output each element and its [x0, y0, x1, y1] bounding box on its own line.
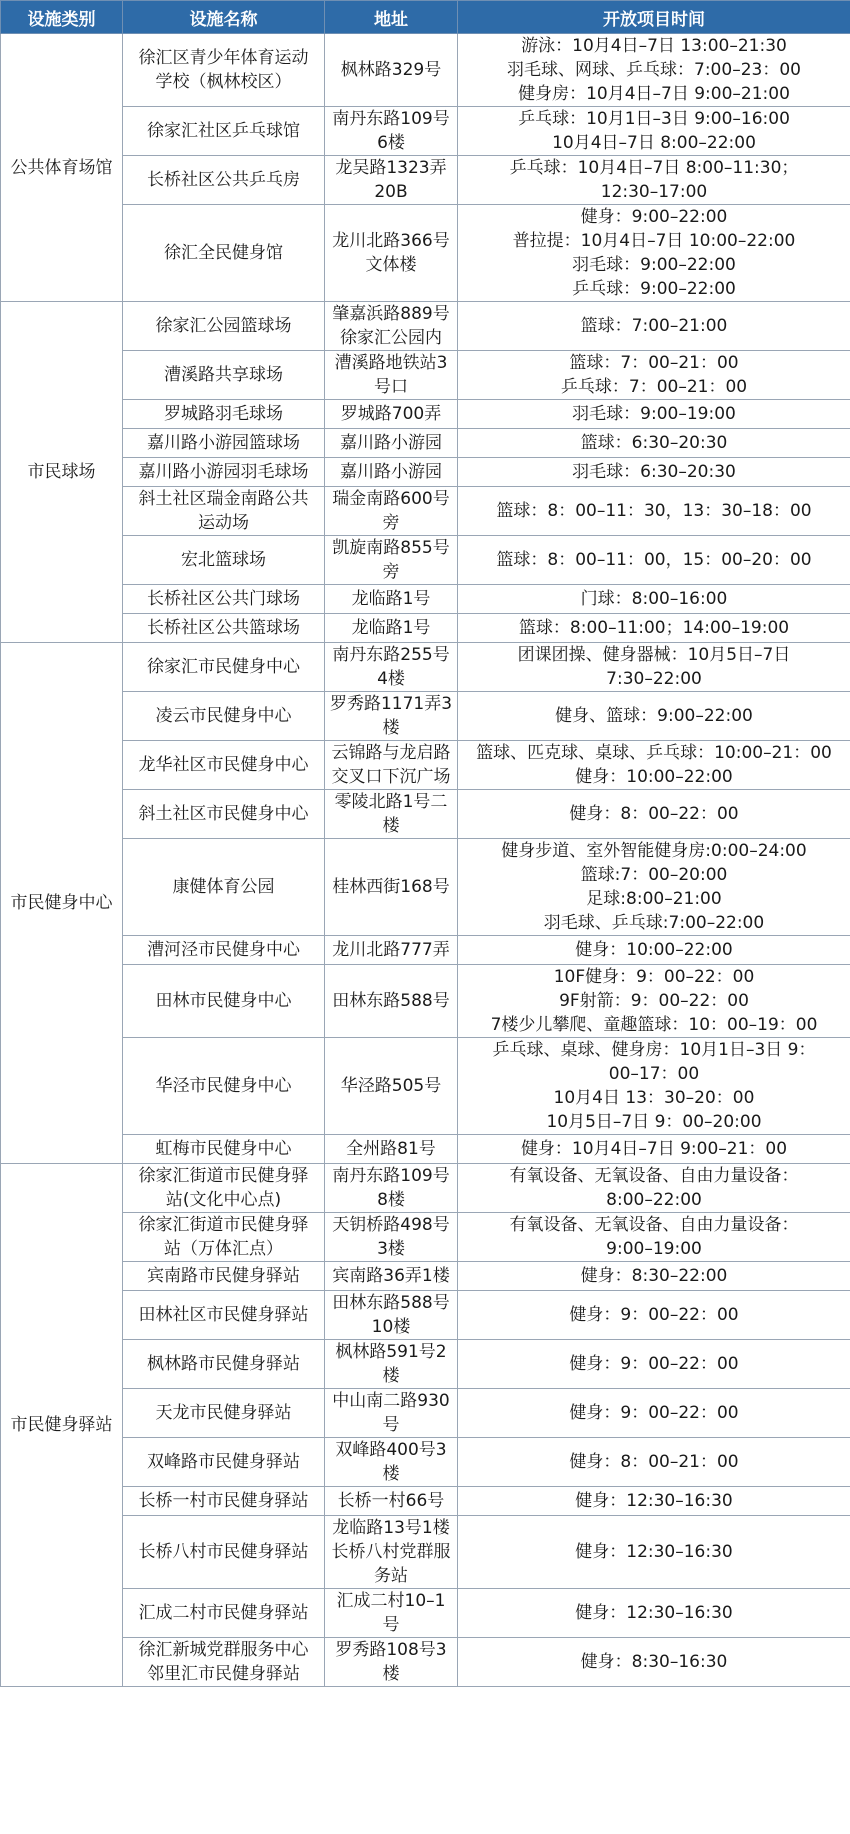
address-cell: 嘉川路小游园 [325, 458, 458, 487]
table-row [1, 1516, 850, 1589]
header-category: 设施类别 [1, 1, 123, 34]
facility-name-cell: 徐汇区青少年体育运动 学校（枫林校区） [123, 34, 325, 107]
facility-name-cell: 嘉川路小游园羽毛球场 [123, 458, 325, 487]
table-row [1, 965, 850, 1038]
address-cell: 汇成二村10–1号 [325, 1589, 458, 1638]
category-cell: 公共体育场馆 [1, 34, 123, 302]
header-address: 地址 [325, 1, 458, 34]
hours-cell: 门球：8:00–16:00 [458, 585, 850, 614]
facility-name-cell: 田林市民健身中心 [123, 965, 325, 1038]
facility-name-cell: 宏北篮球场 [123, 536, 325, 585]
table-row [1, 585, 850, 614]
facility-name-cell: 长桥社区公共乒乓房 [123, 156, 325, 205]
category-cell: 市民球场 [1, 302, 123, 643]
facility-name-cell: 华泾市民健身中心 [123, 1038, 325, 1135]
hours-cell: 健身：8:30–22:00 [458, 1262, 850, 1291]
address-cell: 天钥桥路498号 3楼 [325, 1213, 458, 1262]
address-cell: 枫林路591号2 楼 [325, 1340, 458, 1389]
address-cell: 凯旋南路855号 旁 [325, 536, 458, 585]
address-cell: 罗秀路108号3 楼 [325, 1638, 458, 1687]
category-cell: 市民健身驿站 [1, 1164, 123, 1687]
hours-cell: 健身：12:30–16:30 [458, 1589, 850, 1638]
facility-name-cell: 斜土社区市民健身中心 [123, 790, 325, 839]
address-cell: 南丹东路255号 4楼 [325, 643, 458, 692]
hours-cell: 篮球、匹克球、桌球、乒乓球：10:00–21：00 健身：10:00–22:00 [458, 741, 850, 790]
table-row [1, 741, 850, 790]
address-cell: 田林东路588号 10楼 [325, 1291, 458, 1340]
table-row [1, 1291, 850, 1340]
table-row [1, 1038, 850, 1135]
facility-name-cell: 双峰路市民健身驿站 [123, 1438, 325, 1487]
facility-name-cell: 康健体育公园 [123, 839, 325, 936]
facility-name-cell: 长桥八村市民健身驿站 [123, 1516, 325, 1589]
table-row [1, 351, 850, 400]
table-row [1, 1389, 850, 1438]
facility-name-cell: 罗城路羽毛球场 [123, 400, 325, 429]
hours-cell: 健身：9：00–22：00 [458, 1291, 850, 1340]
facility-name-cell: 徐汇新城党群服务中心 邻里汇市民健身驿站 [123, 1638, 325, 1687]
address-cell: 长桥一村66号 [325, 1487, 458, 1516]
hours-cell: 健身：9：00–22：00 [458, 1340, 850, 1389]
facility-name-cell: 徐家汇公园篮球场 [123, 302, 325, 351]
facility-name-cell: 凌云市民健身中心 [123, 692, 325, 741]
address-cell: 宾南路36弄1楼 [325, 1262, 458, 1291]
hours-cell: 篮球：7：00–21：00 乒乓球：7：00–21：00 [458, 351, 850, 400]
address-cell: 枫林路329号 [325, 34, 458, 107]
hours-cell: 健身、篮球：9:00–22:00 [458, 692, 850, 741]
table-row [1, 156, 850, 205]
header-row [1, 1, 850, 34]
table-row [1, 1589, 850, 1638]
table-row [1, 936, 850, 965]
hours-cell: 篮球：8：00–11：00，15：00–20：00 [458, 536, 850, 585]
address-cell: 中山南二路930 号 [325, 1389, 458, 1438]
hours-cell: 篮球：8:00–11:00；14:00–19:00 [458, 614, 850, 643]
table-row [1, 839, 850, 936]
hours-cell: 健身：10:00–22:00 [458, 936, 850, 965]
category-cell: 市民健身中心 [1, 643, 123, 1164]
table-row [1, 34, 850, 107]
hours-cell: 有氧设备、无氧设备、自由力量设备： 9:00–19:00 [458, 1213, 850, 1262]
hours-cell: 有氧设备、无氧设备、自由力量设备： 8:00–22:00 [458, 1164, 850, 1213]
facility-name-cell: 徐汇全民健身馆 [123, 205, 325, 302]
hours-cell: 游泳：10月4日–7日 13:00–21:30 羽毛球、网球、乒乓球：7:00–23：00 健身房：10月4日–7日 9:00–21:00 [458, 34, 850, 107]
facility-name-cell: 徐家汇街道市民健身驿 站（万体汇点） [123, 1213, 325, 1262]
hours-cell: 乒乓球：10月1日–3日 9:00–16:00 10月4日–7日 8:00–22:00 [458, 107, 850, 156]
table-row [1, 107, 850, 156]
hours-cell: 篮球：7:00–21:00 [458, 302, 850, 351]
hours-cell: 团课团操、健身器械：10月5日–7日 7:30–22:00 [458, 643, 850, 692]
facility-name-cell: 长桥社区公共篮球场 [123, 614, 325, 643]
hours-cell: 健身：8：00–22：00 [458, 790, 850, 839]
hours-cell: 健身：9:00–22:00 普拉提：10月4日–7日 10:00–22:00 羽毛球：9:00–22:00 乒乓球：9:00–22:00 [458, 205, 850, 302]
hours-cell: 篮球：8：00–11：30，13：30–18：00 [458, 487, 850, 536]
hours-cell: 羽毛球：6:30–20:30 [458, 458, 850, 487]
hours-cell: 健身：9：00–22：00 [458, 1389, 850, 1438]
hours-cell: 羽毛球：9:00–19:00 [458, 400, 850, 429]
address-cell: 零陵北路1号二 楼 [325, 790, 458, 839]
table-row [1, 205, 850, 302]
address-cell: 华泾路505号 [325, 1038, 458, 1135]
facility-name-cell: 汇成二村市民健身驿站 [123, 1589, 325, 1638]
hours-cell: 篮球：6:30–20:30 [458, 429, 850, 458]
table-row [1, 692, 850, 741]
address-cell: 嘉川路小游园 [325, 429, 458, 458]
table-row [1, 536, 850, 585]
table-row [1, 458, 850, 487]
facility-name-cell: 徐家汇街道市民健身驿 站(文化中心点) [123, 1164, 325, 1213]
facility-name-cell: 漕溪路共享球场 [123, 351, 325, 400]
hours-cell: 10F健身：9：00–22：00 9F射箭：9：00–22：00 7楼少儿攀爬、童趣篮球：10：00–19：00 [458, 965, 850, 1038]
hours-cell: 健身：12:30–16:30 [458, 1487, 850, 1516]
hours-cell: 健身：10月4日–7日 9:00–21：00 [458, 1135, 850, 1164]
facility-name-cell: 徐家汇市民健身中心 [123, 643, 325, 692]
table-row [1, 1164, 850, 1213]
table-row [1, 1135, 850, 1164]
table-row [1, 790, 850, 839]
facility-name-cell: 徐家汇社区乒乓球馆 [123, 107, 325, 156]
address-cell: 龙临路1号 [325, 614, 458, 643]
facility-name-cell: 宾南路市民健身驿站 [123, 1262, 325, 1291]
address-cell: 全州路81号 [325, 1135, 458, 1164]
table-row [1, 1438, 850, 1487]
table-row [1, 400, 850, 429]
header-hours: 开放项目时间 [458, 1, 850, 34]
table-row [1, 643, 850, 692]
facility-name-cell: 田林社区市民健身驿站 [123, 1291, 325, 1340]
table-row [1, 487, 850, 536]
address-cell: 龙临路13号1楼 长桥八村党群服 务站 [325, 1516, 458, 1589]
address-cell: 龙川北路777弄 [325, 936, 458, 965]
facility-name-cell: 嘉川路小游园篮球场 [123, 429, 325, 458]
hours-cell: 健身：12:30–16:30 [458, 1516, 850, 1589]
hours-cell: 乒乓球、桌球、健身房：10月1日–3日 9： 00–17：00 10月4日 13：30–20：00 10月5日–7日 9：00–20:00 [458, 1038, 850, 1135]
address-cell: 田林东路588号 [325, 965, 458, 1038]
address-cell: 罗秀路1171弄3 楼 [325, 692, 458, 741]
address-cell: 南丹东路109号 8楼 [325, 1164, 458, 1213]
facility-name-cell: 天龙市民健身驿站 [123, 1389, 325, 1438]
facility-name-cell: 漕河泾市民健身中心 [123, 936, 325, 965]
table-row [1, 1487, 850, 1516]
facility-name-cell: 虹梅市民健身中心 [123, 1135, 325, 1164]
address-cell: 云锦路与龙启路 交叉口下沉广场 [325, 741, 458, 790]
table-row [1, 1638, 850, 1687]
address-cell: 漕溪路地铁站3 号口 [325, 351, 458, 400]
address-cell: 南丹东路109号 6楼 [325, 107, 458, 156]
facility-name-cell: 斜土社区瑞金南路公共 运动场 [123, 487, 325, 536]
facility-name-cell: 长桥一村市民健身驿站 [123, 1487, 325, 1516]
facility-name-cell: 龙华社区市民健身中心 [123, 741, 325, 790]
facility-name-cell: 长桥社区公共门球场 [123, 585, 325, 614]
table-row [1, 1213, 850, 1262]
address-cell: 龙川北路366号 文体楼 [325, 205, 458, 302]
address-cell: 肇嘉浜路889号 徐家汇公园内 [325, 302, 458, 351]
table-body [1, 34, 850, 1687]
table-row [1, 302, 850, 351]
hours-cell: 健身：8:30–16:30 [458, 1638, 850, 1687]
address-cell: 罗城路700弄 [325, 400, 458, 429]
address-cell: 龙临路1号 [325, 585, 458, 614]
hours-cell: 乒乓球：10月4日–7日 8:00–11:30； 12:30–17:00 [458, 156, 850, 205]
table-row [1, 614, 850, 643]
address-cell: 桂林西街168号 [325, 839, 458, 936]
address-cell: 瑞金南路600号 旁 [325, 487, 458, 536]
address-cell: 双峰路400号3 楼 [325, 1438, 458, 1487]
table-row [1, 1340, 850, 1389]
header-facility-name: 设施名称 [123, 1, 325, 34]
table-row [1, 1262, 850, 1291]
table-row [1, 429, 850, 458]
address-cell: 龙吴路1323弄 20B [325, 156, 458, 205]
hours-cell: 健身步道、室外智能健身房:0:00–24:00 篮球:7：00–20:00 足球:8:00–21:00 羽毛球、乒乓球:7:00–22:00 [458, 839, 850, 936]
hours-cell: 健身：8：00–21：00 [458, 1438, 850, 1487]
facility-name-cell: 枫林路市民健身驿站 [123, 1340, 325, 1389]
